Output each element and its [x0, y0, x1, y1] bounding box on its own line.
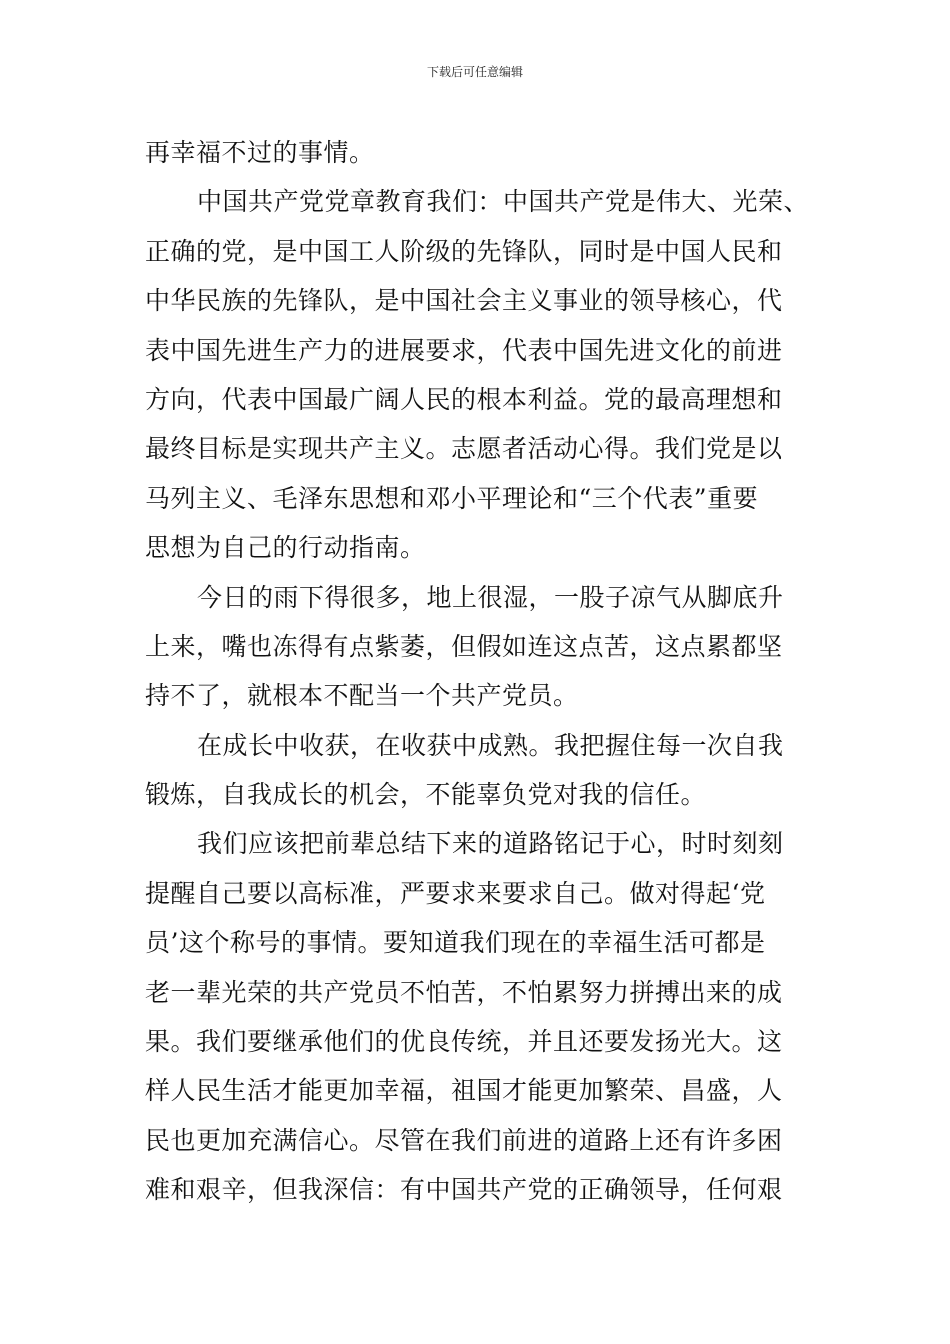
- text-line: 表中国先进生产力的进展要求，代表中国先进文化的前进: [145, 335, 783, 365]
- text-line: 持不了，就根本不配当一个共产党员。: [145, 681, 579, 711]
- text-line: 样人民生活才能更加幸福，祖国才能更加繁荣、昌盛，人: [145, 1076, 783, 1106]
- text-line: 果。我们要继承他们的优良传统，并且还要发扬光大。这: [145, 1027, 783, 1057]
- paragraph-4: [145, 721, 810, 820]
- text-line: 最终目标是实现共产主义。志愿者活动心得。我们党是以: [145, 434, 783, 464]
- text-line: 中华民族的先锋队，是中国社会主义事业的领导核心，代: [145, 286, 783, 316]
- paragraph-5: [145, 819, 810, 1214]
- text-line: 在成长中收获，在收获中成熟。我把握住每一次自我: [197, 730, 784, 760]
- paragraph-1: [145, 128, 810, 177]
- text-line: 民也更加充满信心。尽管在我们前进的道路上还有许多困: [145, 1125, 783, 1155]
- text-line: 员’这个称号的事情。要知道我们现在的幸福生活可都是: [145, 928, 766, 958]
- text-line: 马列主义、毛泽东思想和邓小平理论和“三个代表”重要: [145, 483, 759, 513]
- text-line: 锻炼，自我成长的机会，不能辜负党对我的信任。: [145, 780, 707, 810]
- text-line: 上来，嘴也冻得有点紫萎，但假如连这点苦，这点累都坚: [145, 631, 783, 661]
- text-line: 思想为自己的行动指南。: [145, 533, 426, 563]
- text-line: 中国共产党党章教育我们：中国共产党是伟大、光荣、: [197, 187, 810, 217]
- page-header: 下载后可任意编辑: [426, 65, 523, 79]
- text-line: 老一辈光荣的共产党员不怕苦，不怕累努力拼搏出来的成: [145, 977, 783, 1007]
- text-line: 我们应该把前辈总结下来的道路铭记于心，时时刻刻: [197, 829, 784, 859]
- text-line: 方向，代表中国最广阔人民的根本利益。党的最高理想和: [145, 384, 783, 414]
- document-body: [145, 128, 810, 1215]
- paragraph-2: [145, 177, 810, 572]
- paragraph-3: [145, 573, 810, 721]
- text-line: 难和艰辛，但我深信：有中国共产党的正确领导，任何艰: [145, 1175, 783, 1205]
- text-line: 提醒自己要以高标准，严要求来要求自己。做对得起‘党: [145, 878, 766, 908]
- text-line: 正确的党，是中国工人阶级的先锋队，同时是中国人民和: [145, 236, 783, 266]
- text-line: 再幸福不过的事情。: [145, 138, 375, 167]
- text-line: 今日的雨下得很多，地上很湿，一股子凉气从脚底升: [197, 582, 784, 612]
